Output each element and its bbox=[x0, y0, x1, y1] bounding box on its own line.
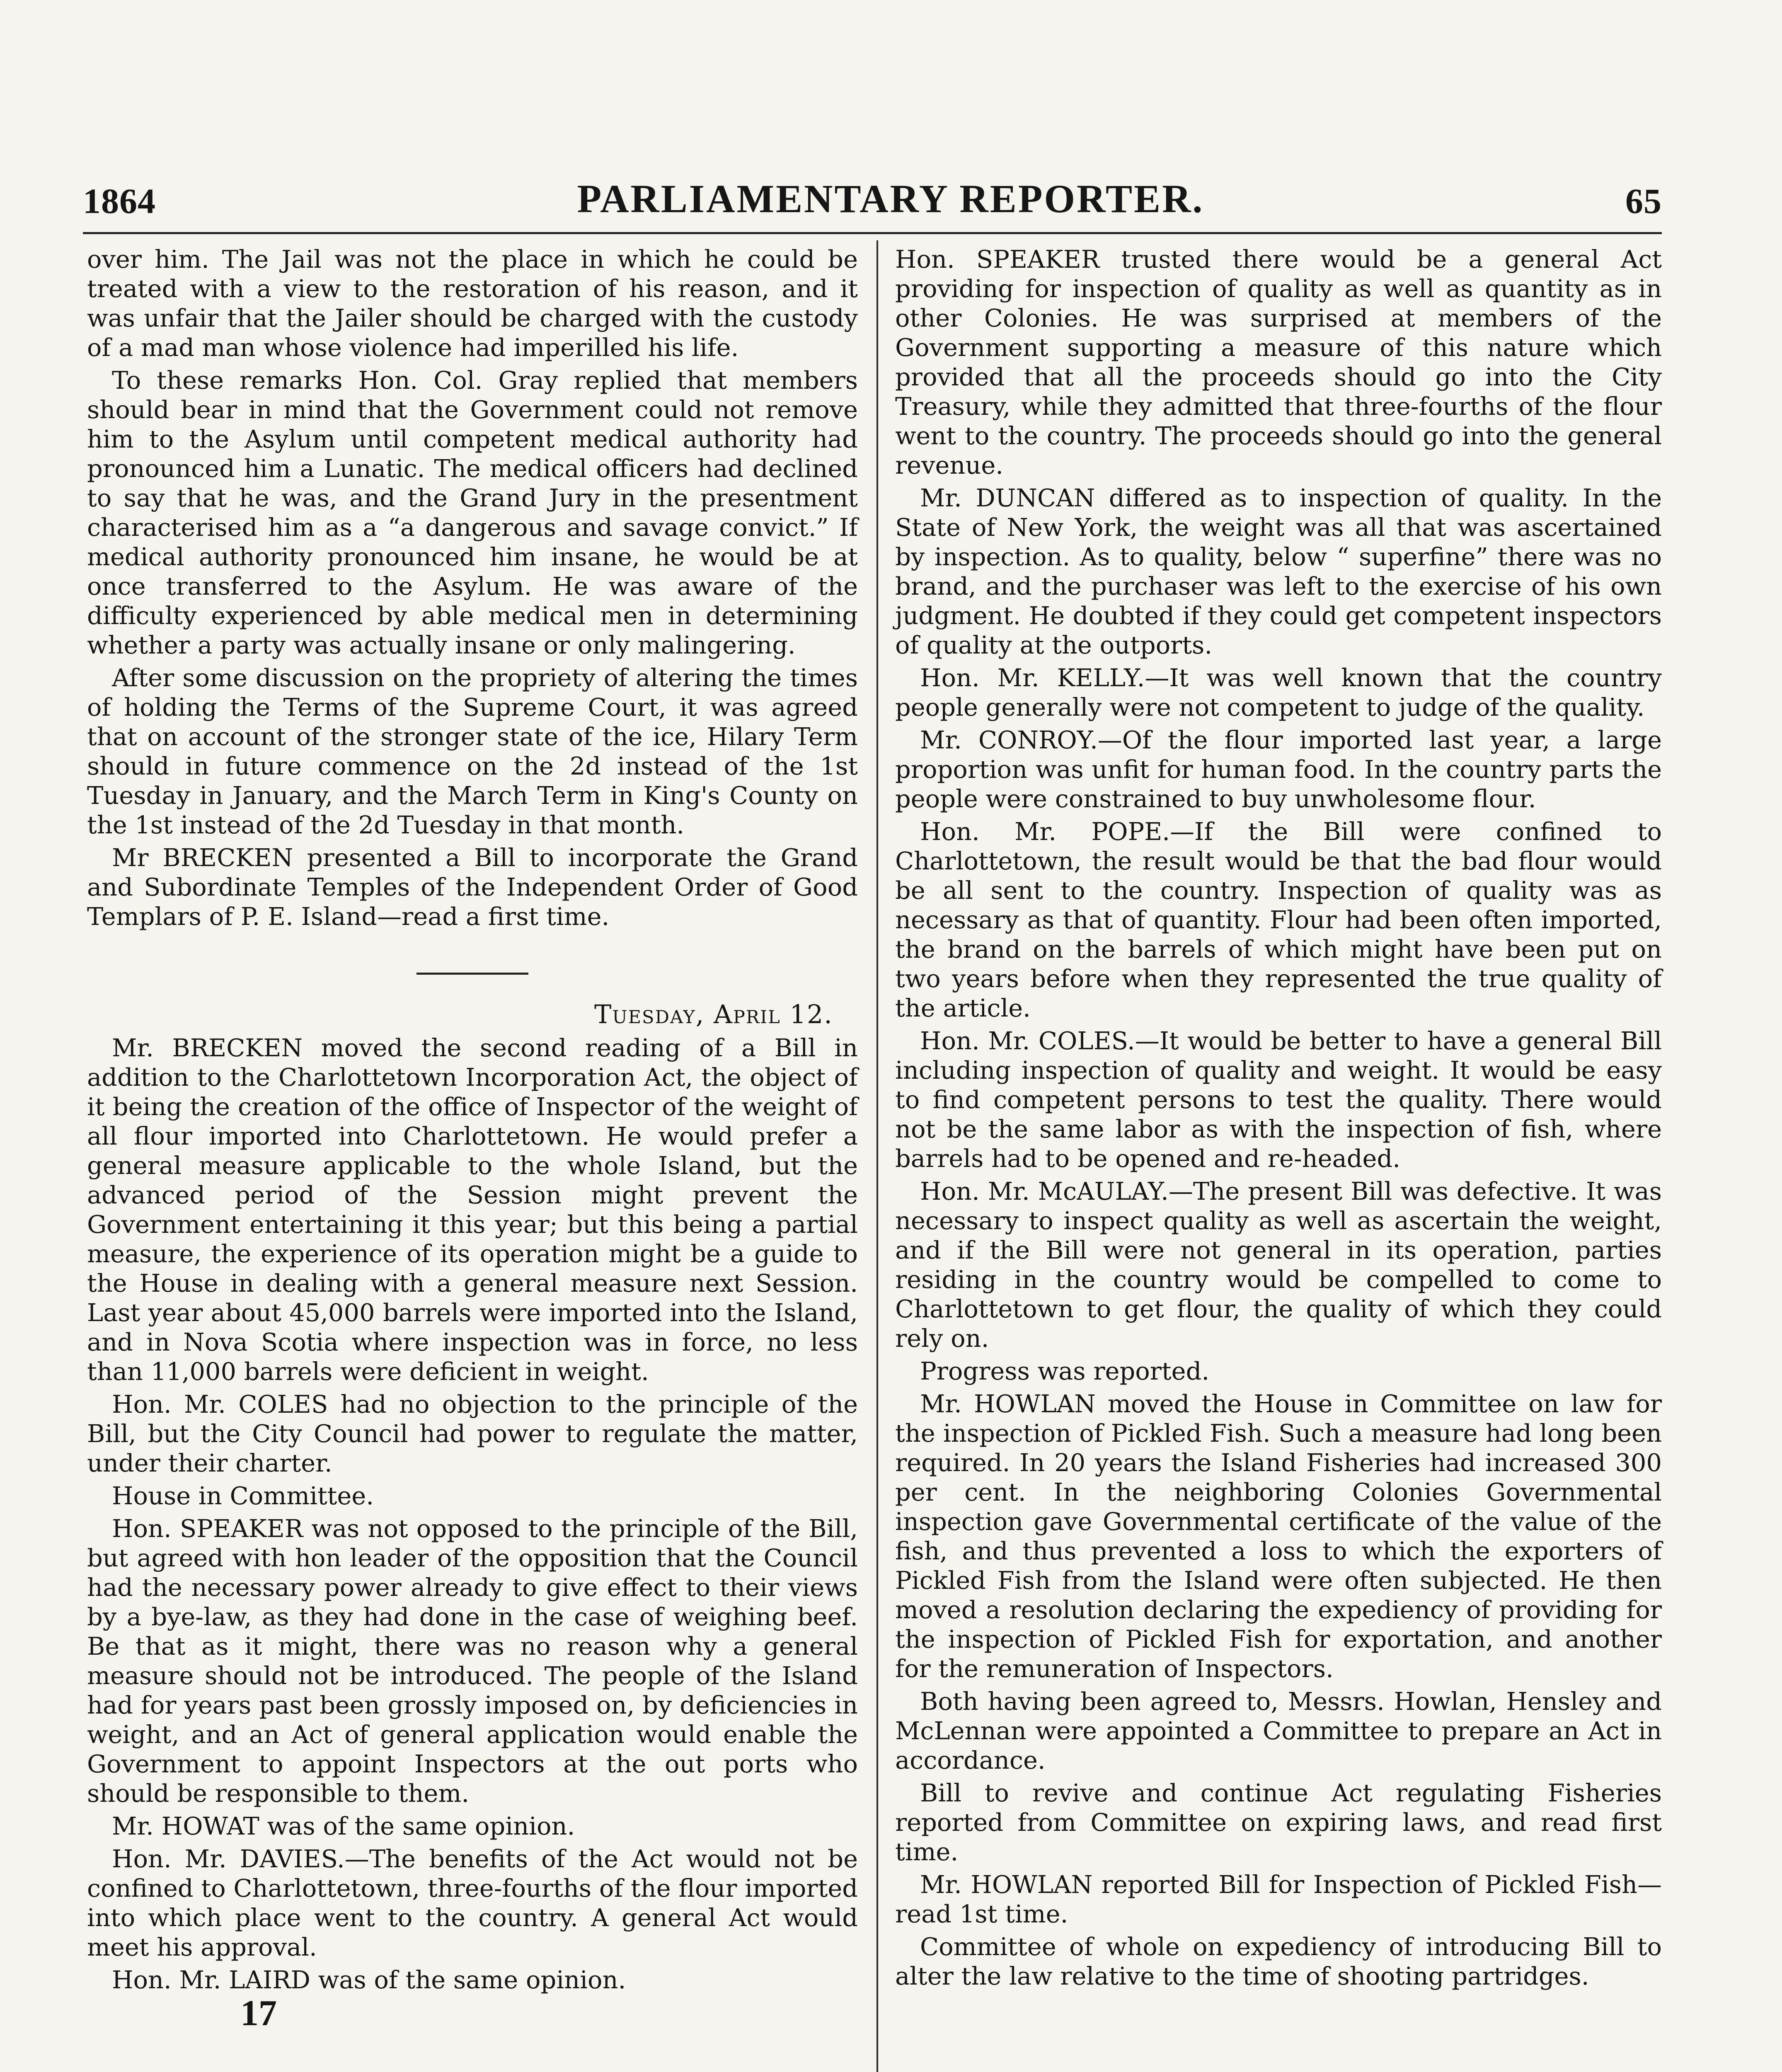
paragraph: Bill to revive and continue Act regulating Fisheries reported from Committee on expiring laws, and read first time. bbox=[895, 1779, 1662, 1866]
paragraph: Progress was reported. bbox=[920, 1357, 1210, 1385]
paragraph: To these remarks Hon. Col. Gray replied that members should bear in mind that the Government could not remove him to the Asylum until competent medical authority had pronounced him a Lunatic. The medical officers had declined to say that he was, and the Grand Jury in the presentment characterised him as a “a dangerous and savage convict.” If medical authority pronounced him insane, he would be at once transferred to the Asylum. He was aware of the difficulty experienced by able medical men in determining whether a party was actually insane or only malingering. bbox=[87, 366, 858, 659]
paragraph: Hon. Mr. POPE.—If the Bill were confined to Charlottetown, the result would be that the bad flour would be all sent to the country. Inspection of quality was as necessary as that of quantity. Flour had been often imported, the brand on the barrels of which might have been put on two years before when they represented the true quality of the article. bbox=[895, 817, 1662, 1022]
paragraph: Mr. HOWLAN reported Bill for Inspection of Pickled Fish—read 1st time. bbox=[895, 1870, 1662, 1928]
section-rule bbox=[416, 973, 528, 975]
header-rule bbox=[83, 232, 1662, 234]
header-title: PARLIAMENTARY REPORTER. bbox=[577, 177, 1204, 221]
paragraph: Mr. HOWAT was of the same opinion. bbox=[112, 1812, 575, 1840]
paragraph: Hon. SPEAKER was not opposed to the principle of the Bill, but agreed with hon leader of the opposition that the Council had the necessary power already to give effect to their views by a bye-law, as they had done in the case of weighing beef. Be that as it might, there was no reason why a general measure should not be introduced. The people of the Island had for years past been grossly imposed on, by deficiencies in weight, and an Act of general application would enable the Government to appoint Inspectors at the out ports who should be responsible to them. bbox=[87, 1514, 858, 1808]
column-divider bbox=[876, 240, 878, 2072]
header-page-number: 65 bbox=[1625, 181, 1662, 221]
paragraph: Hon. Mr. LAIRD was of the same opinion. bbox=[112, 1965, 626, 1994]
paragraph: Mr. DUNCAN differed as to inspection of quality. In the State of New York, the weight was all that was ascertained by inspection. As to quality, below “ superfine” there was no brand, and the purchaser was left to the exercise of his own judgment. He doubted if they could get competent inspectors of quality at the outports. bbox=[895, 484, 1662, 659]
page-header bbox=[83, 168, 1662, 222]
paragraph: Mr BRECKEN presented a Bill to incorporate the Grand and Subordinate Temples of the Independent Order of Good Templars of P. E. Island—read a first time. bbox=[87, 843, 858, 931]
paragraph: Mr. CONROY.—Of the flour imported last year, a large proportion was unfit for human food. In the country parts the people were constrained to buy unwholesome flour. bbox=[895, 726, 1662, 813]
header-year: 1864 bbox=[83, 181, 156, 221]
paragraph: Mr. BRECKEN moved the second reading of a Bill in addition to the Charlottetown Incorporation Act, the object of it being the creation of the office of Inspector of the weight of all flour imported into Charlottetown. He would prefer a general measure applicable to the whole Island, but the advanced period of the Session might prevent the Government entertaining it this year; but this being a partial measure, the experience of its operation might be a guide to the House in dealing with a general measure next Session. Last year about 45,000 barrels were imported into the Island, and in Nova Scotia where inspection was in force, no less than 11,000 barrels were deficient in weight. bbox=[87, 1034, 858, 1386]
paragraph: Hon. Mr. COLES.—It would be better to have a general Bill including inspection of quality and weight. It would be easy to find competent persons to test the quality. There would not be the same labor as with the inspection of fish, where barrels had to be opened and re-headed. bbox=[895, 1026, 1662, 1173]
paragraph: Committee of whole on expediency of introducing Bill to alter the law relative to the time of shooting partridges. bbox=[895, 1932, 1662, 1990]
paragraph: Hon. Mr. KELLY.—It was well known that the country people generally were not competent to judge of the quality. bbox=[895, 663, 1662, 721]
paragraph: After some discussion on the propriety of altering the times of holding the Terms of the Supreme Court, it was agreed that on account of the stronger state of the ice, Hilary Term should in future commence on the 2d instead of the 1st Tuesday in January, and the March Term in King's County on the 1st instead of the 2d Tuesday in that month. bbox=[87, 663, 858, 839]
paragraph: House in Committee. bbox=[112, 1481, 374, 1510]
paragraph: Mr. HOWLAN moved the House in Committee on law for the inspection of Pickled Fish. Such a measure had long been required. In 20 years the Island Fisheries had increased 300 per cent. In the neighboring Colonies Governmental inspection gave Governmental certificate of the value of the fish, and thus prevented a loss to which the exporters of Pickled Fish from the Island were often subjected. He then moved a resolution declaring the expediency of providing for the inspection of Pickled Fish for exportation, and another for the remuneration of Inspectors. bbox=[895, 1389, 1662, 1683]
paragraph: Both having been agreed to, Messrs. Howlan, Hensley and McLennan were appointed a Committee to prepare an Act in accordance. bbox=[895, 1687, 1662, 1774]
paragraph: Hon. Mr. COLES had no objection to the principle of the Bill, but the City Council had power to regulate the matter, under their charter. bbox=[87, 1390, 858, 1477]
paragraph: Hon. Mr. McAULAY.—The present Bill was defective. It was necessary to inspect quality as well as ascertain the weight, and if the Bill were not general in its operation, parties residing in the country would be compelled to come to Charlottetown to get flour, the quality of which they could rely on. bbox=[895, 1177, 1662, 1353]
paragraph: Hon. SPEAKER trusted there would be a general Act providing for inspection of quality as well as quantity as in other Colonies. He was surprised at members of the Government supporting a measure of this nature which provided that all the proceeds should go into the City Treasury, while they admitted that three-fourths of the flour went to the country. The proceeds should go into the general revenue. bbox=[895, 245, 1662, 479]
left-column bbox=[87, 244, 858, 2033]
signature-mark: 17 bbox=[240, 1993, 277, 2033]
dateline: Tuesday, April 12. bbox=[594, 999, 833, 1029]
paragraph: over him. The Jail was not the place in which he could be treated with a view to the restoration of his reason, and it was unfair that the Jailer should be charged with the custody of a mad man whose violence had imperilled his life. bbox=[87, 245, 858, 362]
right-column bbox=[895, 244, 1662, 1994]
paragraph: Hon. Mr. DAVIES.—The benefits of the Act would not be confined to Charlottetown, three-fourths of the flour imported into which place went to the country. A general Act would meet his approval. bbox=[87, 1844, 858, 1961]
